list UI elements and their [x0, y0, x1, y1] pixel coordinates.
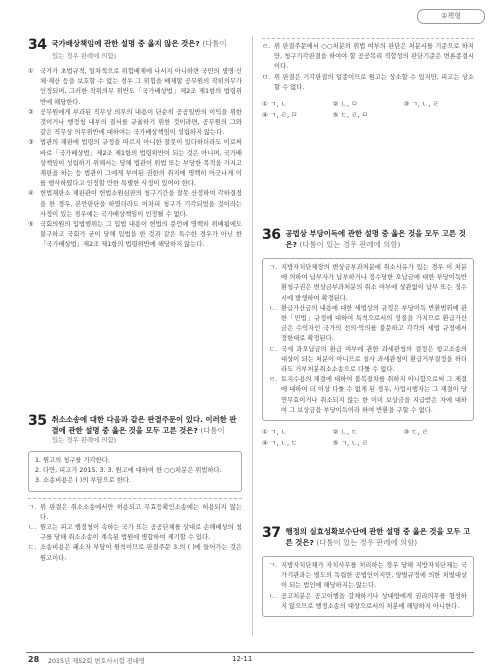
- answer-choices: [28, 67, 242, 251]
- answer-options: [262, 99, 474, 121]
- statement: ㄷ. 국세 과오납금의 환급 여부에 관한 과세관청의 결정은 항고소송의 대상이 되는 처분이 아니므로 설사 과세관청이 환급거부결정을 하더라도 거부처분취소소송으로 다툴 수 없다.: [269, 345, 467, 374]
- statement: ㅁ. 위 판결은 기각판결의 일종이므로 원고는 상소할 수 있지만, 피고는 상소할 수 없다.: [262, 73, 474, 91]
- page-footer: [0, 642, 500, 667]
- statements-box: [28, 498, 242, 564]
- question-number: 35: [28, 413, 47, 429]
- question-37: [262, 526, 474, 617]
- page-number: 28: [28, 655, 40, 664]
- column-divider: [252, 36, 253, 636]
- statements-box: [262, 556, 474, 617]
- answer-options: [262, 427, 474, 449]
- question-34: [28, 38, 242, 251]
- statement: ㄹ. 토지수용의 재결에 대하여 불복절차를 취하지 아니함으로써 그 재결에 대하여 더 이상 다툴 수 없게 된 경우, 사업시행자는 그 재결이 당연무효이거나 취소되지 않는 한 이미 보상금을 지급받은 자에 대하여 그 보상금을 부당이득이라 하여 반환을 구할 수 없다.: [269, 376, 467, 414]
- footer-code: 12-11: [232, 655, 253, 663]
- choice-1[interactable]: ① 국가가 초법규적, 일차적으로 위험배제에 나서지 아니하면 국민의 생명·신체·재산 등을 보호할 수 없는 경우 그 위험을 배제할 공무원의 작위의무가 인정되며, 그러한 작위의무 위반도「국가배상법」제2조 제1항의 법령위반에 해당한다.: [28, 68, 242, 106]
- statement: ㄷ. 소송비용은 패소자 부담이 원칙이므로 판결주문 3.의 ( )에 들어가는 것은 원고이다.: [28, 544, 242, 562]
- question-35: [28, 414, 242, 564]
- statement: ㄱ. 지방자치단체장의 변상금부과처분에 취소사유가 있는 경우 이 처분에 의하여 납부자가 납부하거나 징수당한 오납금에 대한 부당이득반환청구권은 변상금부과처분의 취소 여부에 상관없이 납부 또는 징수시에 발생하여 확정된다.: [269, 264, 467, 302]
- question-number: 37: [262, 525, 281, 541]
- question-number: 36: [262, 227, 281, 243]
- question-subnote: 있는 경우 판례에 의함): [52, 436, 117, 444]
- left-column: [28, 37, 242, 562]
- footer-title: 2015년 제52회 변호사시험 전대영: [48, 658, 145, 665]
- footer-rule: [26, 652, 474, 653]
- statement: ㄹ. 위 판결주문에서 ○○처분의 위법 여부의 판단은 처분시를 기준으로 하지만, 청구기각판결을 하여야 할 공공복리 적합성의 판단기준은 변론종결시이다.: [262, 43, 474, 71]
- question-34-header: [28, 38, 242, 52]
- option-5[interactable]: ⑤ ㄱ, ㄴ, ㄹ: [332, 439, 369, 448]
- statement: ㄴ. 원고는 피고 행정청이 속하는 국가 또는 공공단체를 상대로 손해배상의 청구를 당해 취소소송이 계속된 법원에 병합하여 제기할 수 있다.: [28, 524, 242, 542]
- option-5[interactable]: ⑤ ㄷ, ㄹ, ㅁ: [332, 111, 369, 120]
- judgment-line: 2. 다만, 피고가 2015. 3. 3. 원고에 대하여 한 ○○처분은 위법하다.: [35, 467, 222, 475]
- judgment-box: [28, 451, 242, 492]
- option-1[interactable]: ① ㄱ, ㄴ: [262, 428, 287, 437]
- option-3[interactable]: ③ ㄷ, ㄹ: [403, 428, 429, 437]
- statement: ㄴ. 공고처분은 공고이행을 강제하기나 상대방에게 권리의무를 형성하지 않으므로 행정소송의 대상으로서의 처분에 해당하지 아니한다.: [269, 592, 467, 610]
- question-36-header: [262, 228, 474, 250]
- question-35-header: [28, 414, 242, 436]
- option-1[interactable]: ① ㄱ, ㄴ: [262, 100, 287, 109]
- judgment-line: 1. 원고의 청구를 기각한다.: [35, 457, 110, 464]
- question-number: 34: [28, 37, 47, 53]
- statement: ㄱ. 위 판결은 취소소송에서만 허용되고 무효등확인소송에는 허용되지 않는다.: [28, 503, 242, 521]
- question-37-header: [262, 526, 474, 548]
- question-title: 공법상 부당이득에 관한 설명 중 옳은 것을 모두 고른 것은? (다툼이 있는 경우 판례에 의함): [285, 229, 466, 249]
- option-3[interactable]: ③ ㄱ, ㄴ, ㄹ: [403, 100, 439, 109]
- question-subnote: 있는 경우 판례에 의함): [52, 52, 117, 60]
- statements-box: [262, 258, 474, 421]
- option-2[interactable]: ② ㄴ, ㄷ: [332, 428, 358, 437]
- choice-2[interactable]: ② 공무원에게 부과된 직무상 의무의 내용이 단순히 공공일반의 이익을 위한 것이거나 행정청 내부의 질서를 규율하기 위한 것이라면, 공무원의 그와 같은 직무상 의무위반에 대하여는 국가배상책임이 성립하지 않는다.: [28, 108, 242, 137]
- choice-4[interactable]: ④ 헌법재판소 재판관이 헌법소원심판의 청구기간을 잘못 산정하여 각하결정을 한 경우, 본안판단을 하였더라도 어차피 청구가 기각되었을 것이라는 사정이 있는 경우에는 국가배상책임이 인정될 수 없다.: [28, 190, 242, 218]
- choice-3[interactable]: ③ 법관의 재판에 법령의 규정을 따르지 아니한 잘못이 있다하더라도 이로써 바로「국가배상법」제2조 제1항의 법령위반이 되는 것은 아니며, 국가배상책임이 성립하기 위해서는 당해 법관이 위법 또는 부당한 목적을 가지고 재판을 하는 등 법관이 그에게 부여된 권한의 취지에 명백히 어긋나게 이를 행사하였다고 인정할 만한 특별한 사정이 있어야 한다.: [28, 139, 242, 188]
- question-35-continued: [262, 38, 474, 121]
- question-36: [262, 228, 474, 449]
- question-title: 취소소송에 대한 다음과 같은 판결주문이 있다. 이러한 판결에 관한 설명 중 옳은 것을 모두 고른 것은? (다툼이: [51, 415, 237, 435]
- booklet-type-badge: ①책형: [417, 9, 485, 24]
- statement: ㄴ. 환급가산금의 내용에 대한 세법상의 규정은 부당이득 반환범위에 관한「민법」규정에 대하여 특칙으로서의 성질을 가지므로 환급가산금은 수익자인 국가의 선의·악의를 불문하고 각각의 세법 규정에서 정한대로 확정된다.: [269, 304, 467, 343]
- judgment-line: 3. 소송비용은 ( )의 부담으로 한다.: [35, 477, 131, 485]
- statement: ㄱ. 지방자치단체가 자치사무를 처리하는 경우 당해 지방자치단체는 국가기관과는 별도의 독립한 공법인이지만, 양벌규정에 의한 처벌대상이 되는 법인에 해당하지는 않는다.: [269, 562, 467, 590]
- question-title: 행정의 실효성확보수단에 관한 설명 중 옳은 것을 모두 고른 것은? (다툼이 있는 경우 판례에 의함): [285, 527, 471, 547]
- option-2[interactable]: ② ㄴ, ㅁ: [332, 100, 358, 109]
- option-4[interactable]: ④ ㄱ, ㄹ, ㅁ: [262, 111, 298, 120]
- option-4[interactable]: ④ ㄱ, ㄴ, ㄷ: [262, 439, 298, 448]
- question-title: 국가배상책임에 관한 설명 중 옳지 않은 것은? (다툼이: [51, 39, 227, 48]
- choice-5[interactable]: ⑤ 국회의원의 입법행위는 그 입법 내용이 헌법의 문언에 명백히 위배됨에도 불구하고 국회가 굳이 당해 입법을 한 것과 같은 특수한 경우가 아닌 한「국가배상법」제2조 제1항의 법령위반에 해당하지 않는다.: [28, 221, 242, 249]
- right-column: [262, 38, 474, 610]
